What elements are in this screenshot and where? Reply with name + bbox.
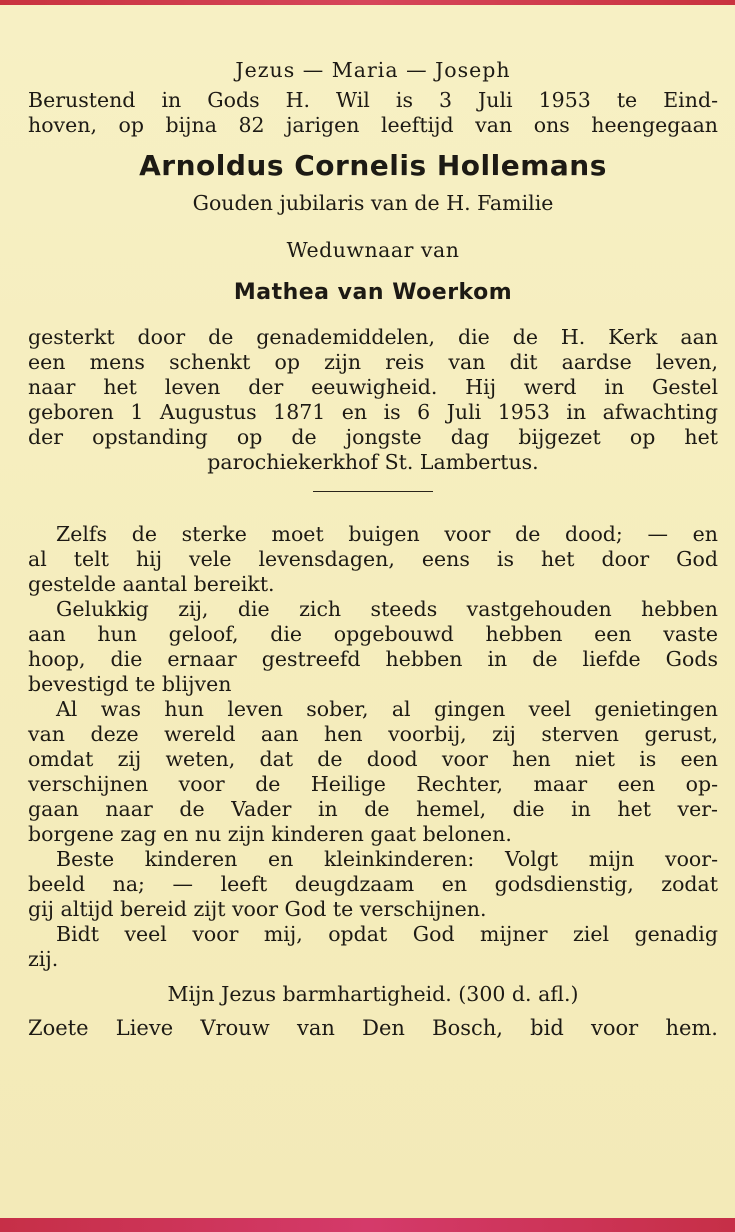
reflection-line: omdat zij weten, dat de dood voor hen niet is een <box>28 747 718 771</box>
sacrament-line: een mens schenkt op zijn reis van dit aardse leven, <box>28 350 718 374</box>
reflection-line: beeld na; — leeft deugdzaam en godsdienstig, zodat <box>28 872 718 896</box>
reflection-line: bevestigd te blijven <box>28 672 232 696</box>
reflection-line: Bidt veel voor mij, opdat God mijner ziel genadig <box>56 922 718 946</box>
reflection-line: Gelukkig zij, die zich steeds vastgehouden hebben <box>56 597 718 621</box>
reflection-line: Al was hun leven sober, al gingen veel genietingen <box>56 697 718 721</box>
spouse-name: Mathea van Woerkom <box>233 280 513 305</box>
section-divider <box>313 491 433 492</box>
card-bottom-edge <box>0 1218 735 1232</box>
reflection-line: gaan naar de Vader in de hemel, die in het ver- <box>28 797 718 821</box>
intro-line: Berustend in Gods H. Wil is 3 Juli 1953 te Eind- <box>28 88 718 112</box>
intro-line: hoven, op bijna 82 jarigen leeftijd van ons heengegaan <box>28 113 718 137</box>
prayer-our-lady: Zoete Lieve Vrouw van Den Bosch, bid voor hem. <box>28 1016 718 1040</box>
reflection-line: al telt hij vele levensdagen, eens is het door God <box>28 547 718 571</box>
reflection-line: hoop, die ernaar gestreefd hebben in de liefde Gods <box>28 647 718 671</box>
sacrament-paragraph <box>28 325 718 475</box>
reflection-line: verschijnen voor de Heilige Rechter, maar een op- <box>28 772 718 796</box>
prayer-mercy: Mijn Jezus barmhartigheid. (300 d. afl.) <box>167 982 579 1006</box>
reflection-line: aan hun geloof, die opgebouwd hebben een vaste <box>28 622 718 646</box>
card-content <box>28 58 718 1041</box>
sacrament-line: geboren 1 Augustus 1871 en is 6 Juli 1953 in afwachting <box>28 400 718 424</box>
reflection-line: gij altijd bereid zijt voor God te verschijnen. <box>28 897 487 921</box>
intro-paragraph <box>28 88 718 138</box>
sacrament-line: gesterkt door de genademiddelen, die de H. Kerk aan <box>28 325 718 349</box>
sacrament-line: naar het leven der eeuwigheid. Hij werd in Gestel <box>28 375 718 399</box>
card-top-edge <box>0 0 735 5</box>
reflection-paragraph <box>28 522 718 972</box>
reflection-line: Zelfs de sterke moet buigen voor de dood; — en <box>56 522 718 546</box>
widower-label: Weduwnaar van <box>286 238 460 262</box>
deceased-title: Gouden jubilaris van de H. Familie <box>192 191 554 215</box>
sacrament-last-line: parochiekerkhof St. Lambertus. <box>207 450 539 474</box>
reflection-line: van deze wereld aan hen voorbij, zij sterven gerust, <box>28 722 718 746</box>
reflection-line: borgene zag en nu zijn kinderen gaat belonen. <box>28 822 512 846</box>
reflection-line: zij. <box>28 947 59 971</box>
reflection-line: Beste kinderen en kleinkinderen: Volgt mijn voor- <box>56 847 718 871</box>
sacrament-line: der opstanding op de jongste dag bijgezet op het <box>28 425 718 449</box>
reflection-line: gestelde aantal bereikt. <box>28 572 275 596</box>
deceased-name: Arnoldus Cornelis Hollemans <box>139 149 607 182</box>
invocation: Jezus — Maria — Joseph <box>235 58 511 82</box>
